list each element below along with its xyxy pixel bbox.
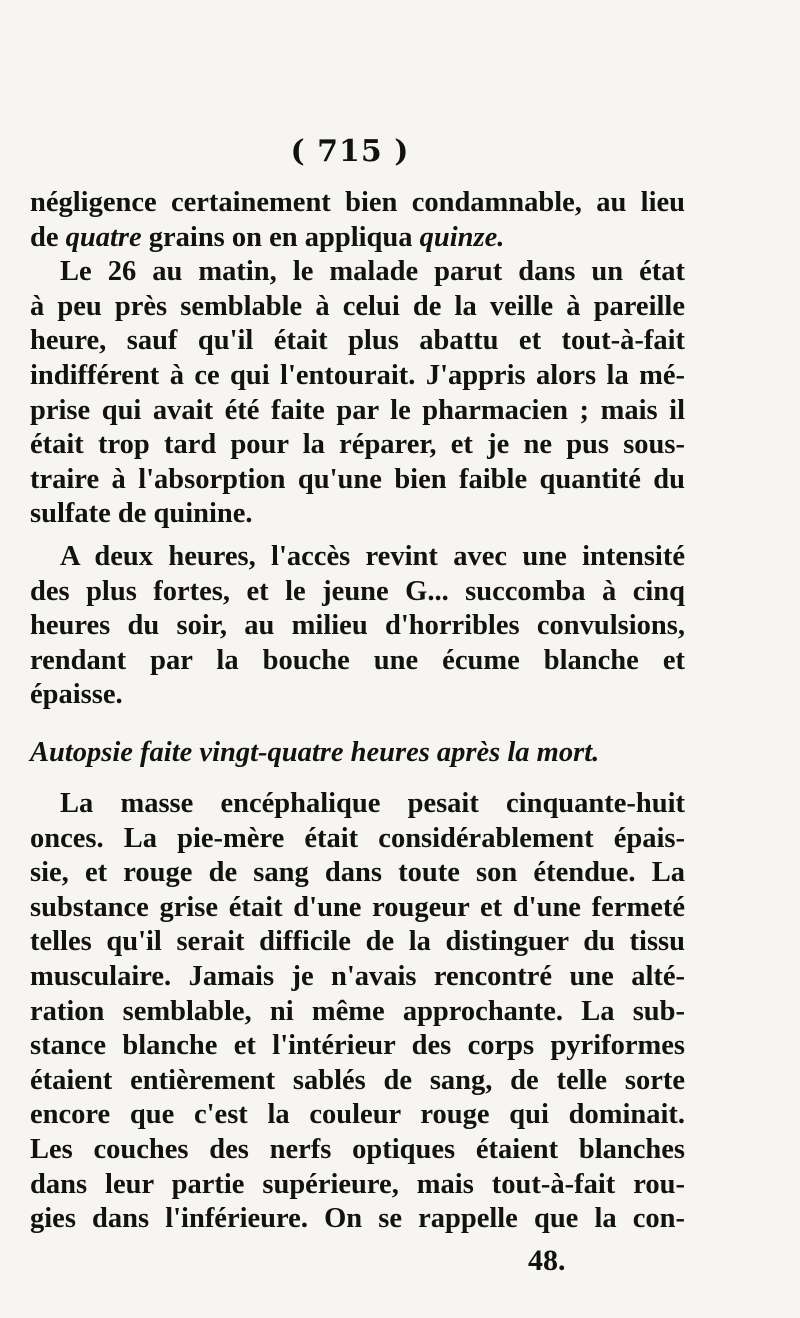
italic-word: quatre bbox=[65, 221, 142, 253]
text-line: rendant par la bouche une écume blanche et bbox=[30, 644, 685, 676]
text-line: stance blanche et l'intérieur des corps pyriformes bbox=[30, 1030, 685, 1062]
text-line: traire à l'absorption qu'une bien faible quantité du bbox=[30, 463, 685, 495]
text-line: heure, sauf qu'il était plus abattu et tout-à-fait bbox=[30, 325, 685, 357]
text-line: ration semblable, ni même approchante. La sub- bbox=[30, 995, 685, 1027]
text-line: à peu près semblable à celui de la veille à pareille bbox=[30, 290, 685, 322]
signature-mark: 48. bbox=[528, 1244, 566, 1277]
text-line: gies dans l'inférieure. On se rappelle que la con- bbox=[30, 1203, 685, 1235]
text-line: était trop tard pour la réparer, et je ne pus sous- bbox=[30, 429, 685, 461]
section-heading: Autopsie faite vingt-quatre heures après la mort. bbox=[30, 737, 600, 768]
paragraph-2 bbox=[30, 540, 685, 713]
text-line: prise qui avait été faite par le pharmacien ; mais il bbox=[30, 394, 685, 426]
text-line: indifférent à ce qui l'entourait. J'appris alors la mé- bbox=[30, 359, 685, 391]
text-line: musculaire. Jamais je n'avais rencontré une alté- bbox=[30, 960, 685, 992]
italic-word: quinze. bbox=[419, 221, 505, 253]
text-line: sulfate de quinine. bbox=[30, 498, 253, 530]
text-line: telles qu'il serait difficile de la distinguer du tissu bbox=[30, 926, 685, 958]
paragraph-1 bbox=[30, 186, 685, 532]
text-line: négligence certainement bien condamnable, au lieu bbox=[30, 187, 685, 218]
text-line: dans leur partie supérieure, mais tout-à-fait rou- bbox=[30, 1168, 685, 1200]
text-line: sie, et rouge de sang dans toute son étendue. La bbox=[30, 857, 685, 889]
text-line: étaient entièrement sablés de sang, de telle sorte bbox=[30, 1064, 685, 1096]
text-line: onces. La pie-mère était considérablement épais- bbox=[30, 822, 685, 854]
page-number: ( 715 ) bbox=[290, 134, 410, 169]
text-line: A deux heures, l'accès revint avec une intensité bbox=[60, 541, 685, 572]
text-line: encore que c'est la couleur rouge qui dominait. bbox=[30, 1099, 685, 1131]
text-line: des plus fortes, et le jeune G... succomba à cinq bbox=[30, 575, 685, 607]
text-line: Le 26 au matin, le malade parut dans un état bbox=[60, 256, 685, 288]
text-line: La masse encéphalique pesait cinquante-huit bbox=[60, 788, 685, 819]
text-line: épaisse. bbox=[30, 679, 123, 711]
text-line: substance grise était d'une rougeur et d'une fermeté bbox=[30, 891, 685, 923]
text-line-italic-mix: de quatre grains on en appliqua quinze. bbox=[30, 221, 505, 253]
text-line: heures du soir, au milieu d'horribles convulsions, bbox=[30, 610, 685, 642]
paragraph-3 bbox=[30, 787, 685, 1237]
text-line: Les couches des nerfs optiques étaient blanches bbox=[30, 1133, 685, 1165]
